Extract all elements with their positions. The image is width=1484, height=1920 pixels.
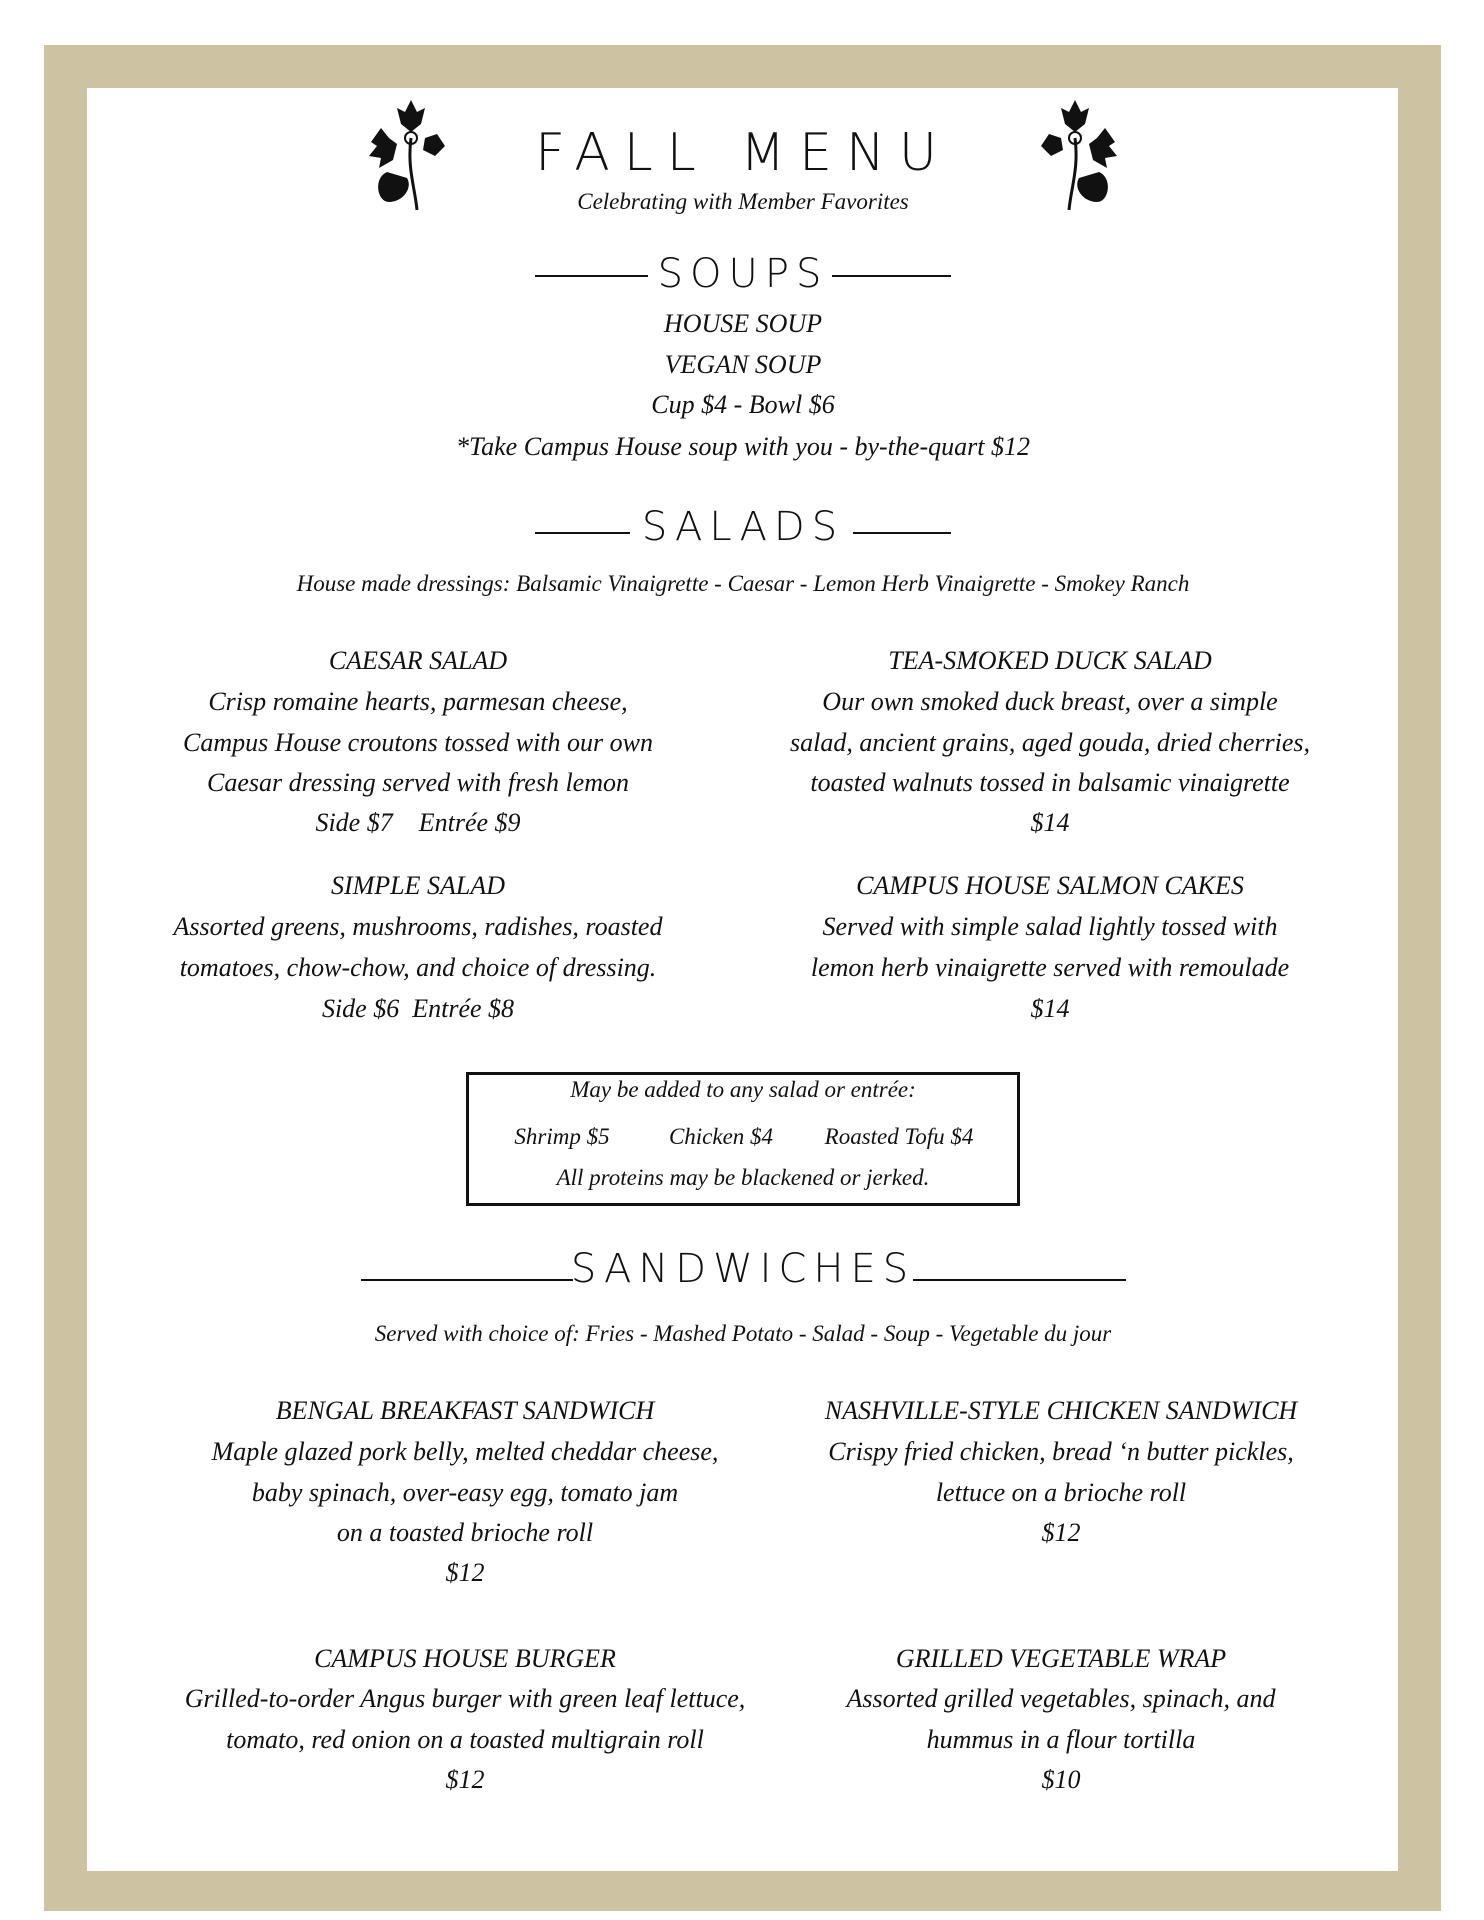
section-heading-sandwiches: SANDWICHES — [570, 1246, 916, 1292]
menu-item-name: SIMPLE SALAD — [330, 871, 506, 900]
dressings-list: House made dressings: Balsamic Vinaigrette - Caesar - Lemon Herb Vinaigrette - Smokey Ranch — [296, 571, 1190, 596]
section-heading-salads: SALADS — [641, 504, 845, 550]
menu-item-description: Campus House croutons tossed with our own — [183, 728, 653, 757]
divider — [361, 1279, 573, 1281]
menu-title: FALL MENU — [535, 123, 951, 183]
menu-item-description: Assorted grilled vegetables, spinach, and — [846, 1684, 1276, 1713]
menu-item-description: Caesar dressing served with fresh lemon — [207, 768, 629, 797]
menu-item-description: salad, ancient grains, aged gouda, dried cherries, — [790, 728, 1310, 757]
menu-item-name: CAMPUS HOUSE SALMON CAKES — [856, 871, 1244, 900]
menu-item-price: $10 — [1041, 1765, 1081, 1794]
divider — [853, 532, 951, 534]
section-heading-soups: SOUPS — [657, 251, 829, 297]
menu-item-description: Crispy fried chicken, bread ‘n butter pickles, — [828, 1437, 1294, 1466]
divider — [913, 1279, 1126, 1281]
soup-item: HOUSE SOUP — [663, 309, 823, 338]
menu-item-price: Side $6 Entrée $8 — [321, 994, 515, 1023]
menu-item-price: $14 — [1030, 994, 1070, 1023]
menu-item-price: $12 — [1041, 1518, 1081, 1547]
menu-item-name: CAMPUS HOUSE BURGER — [314, 1644, 616, 1673]
menu-item-price: Side $7 Entrée $9 — [315, 808, 521, 837]
menu-item-description: Served with simple salad lightly tossed with — [822, 912, 1278, 941]
menu-item-name: TEA-SMOKED DUCK SALAD — [888, 646, 1212, 675]
sides-list: Served with choice of: Fries - Mashed Potato - Salad - Soup - Vegetable du jour — [374, 1321, 1112, 1346]
menu-item-name: GRILLED VEGETABLE WRAP — [895, 1644, 1227, 1673]
addon-option: Roasted Tofu $4 — [824, 1124, 974, 1149]
menu-item-description: hummus in a flour tortilla — [926, 1725, 1196, 1754]
addon-option: Chicken $4 — [668, 1124, 774, 1149]
addons-note: All proteins may be blackened or jerked. — [556, 1165, 930, 1190]
menu-item-price: $14 — [1030, 808, 1070, 837]
menu-item-description: on a toasted brioche roll — [336, 1518, 594, 1547]
menu-item-name: BENGAL BREAKFAST SANDWICH — [275, 1396, 655, 1425]
menu-item-price: $12 — [445, 1558, 485, 1587]
menu-item-description: baby spinach, over-easy egg, tomato jam — [251, 1478, 679, 1507]
menu-item-description: lettuce on a brioche roll — [935, 1478, 1187, 1507]
divider — [535, 275, 648, 277]
menu-item-description: Our own smoked duck breast, over a simple — [822, 687, 1278, 716]
addons-intro: May be added to any salad or entrée: — [570, 1077, 916, 1102]
menu-item-description: tomato, red onion on a toasted multigrain roll — [226, 1725, 704, 1754]
menu-item-description: Assorted greens, mushrooms, radishes, roasted — [173, 912, 663, 941]
menu-item-description: toasted walnuts tossed in balsamic vinaigrette — [810, 768, 1290, 797]
menu-subtitle: Celebrating with Member Favorites — [577, 189, 909, 214]
menu-item-name: NASHVILLE-STYLE CHICKEN SANDWICH — [824, 1396, 1298, 1425]
leaf-sprig-icon — [1037, 98, 1119, 210]
leaf-sprig-icon — [367, 98, 449, 210]
menu-item-description: lemon herb vinaigrette served with remoulade — [810, 953, 1290, 982]
divider — [832, 275, 951, 277]
soup-note: *Take Campus House soup with you - by-the-quart $12 — [456, 432, 1030, 461]
menu-item-description: Crisp romaine hearts, parmesan cheese, — [208, 687, 628, 716]
soup-item: VEGAN SOUP — [664, 350, 822, 379]
menu-item-name: CAESAR SALAD — [328, 646, 508, 675]
soup-price: Cup $4 - Bowl $6 — [651, 390, 835, 419]
menu-item-description: Grilled-to-order Angus burger with green leaf lettuce, — [184, 1684, 746, 1713]
menu-item-price: $12 — [445, 1765, 485, 1794]
divider — [535, 532, 630, 534]
menu-item-description: tomatoes, chow-chow, and choice of dressing. — [179, 953, 657, 982]
addon-option: Shrimp $5 — [514, 1124, 610, 1149]
menu-item-description: Maple glazed pork belly, melted cheddar cheese, — [211, 1437, 719, 1466]
